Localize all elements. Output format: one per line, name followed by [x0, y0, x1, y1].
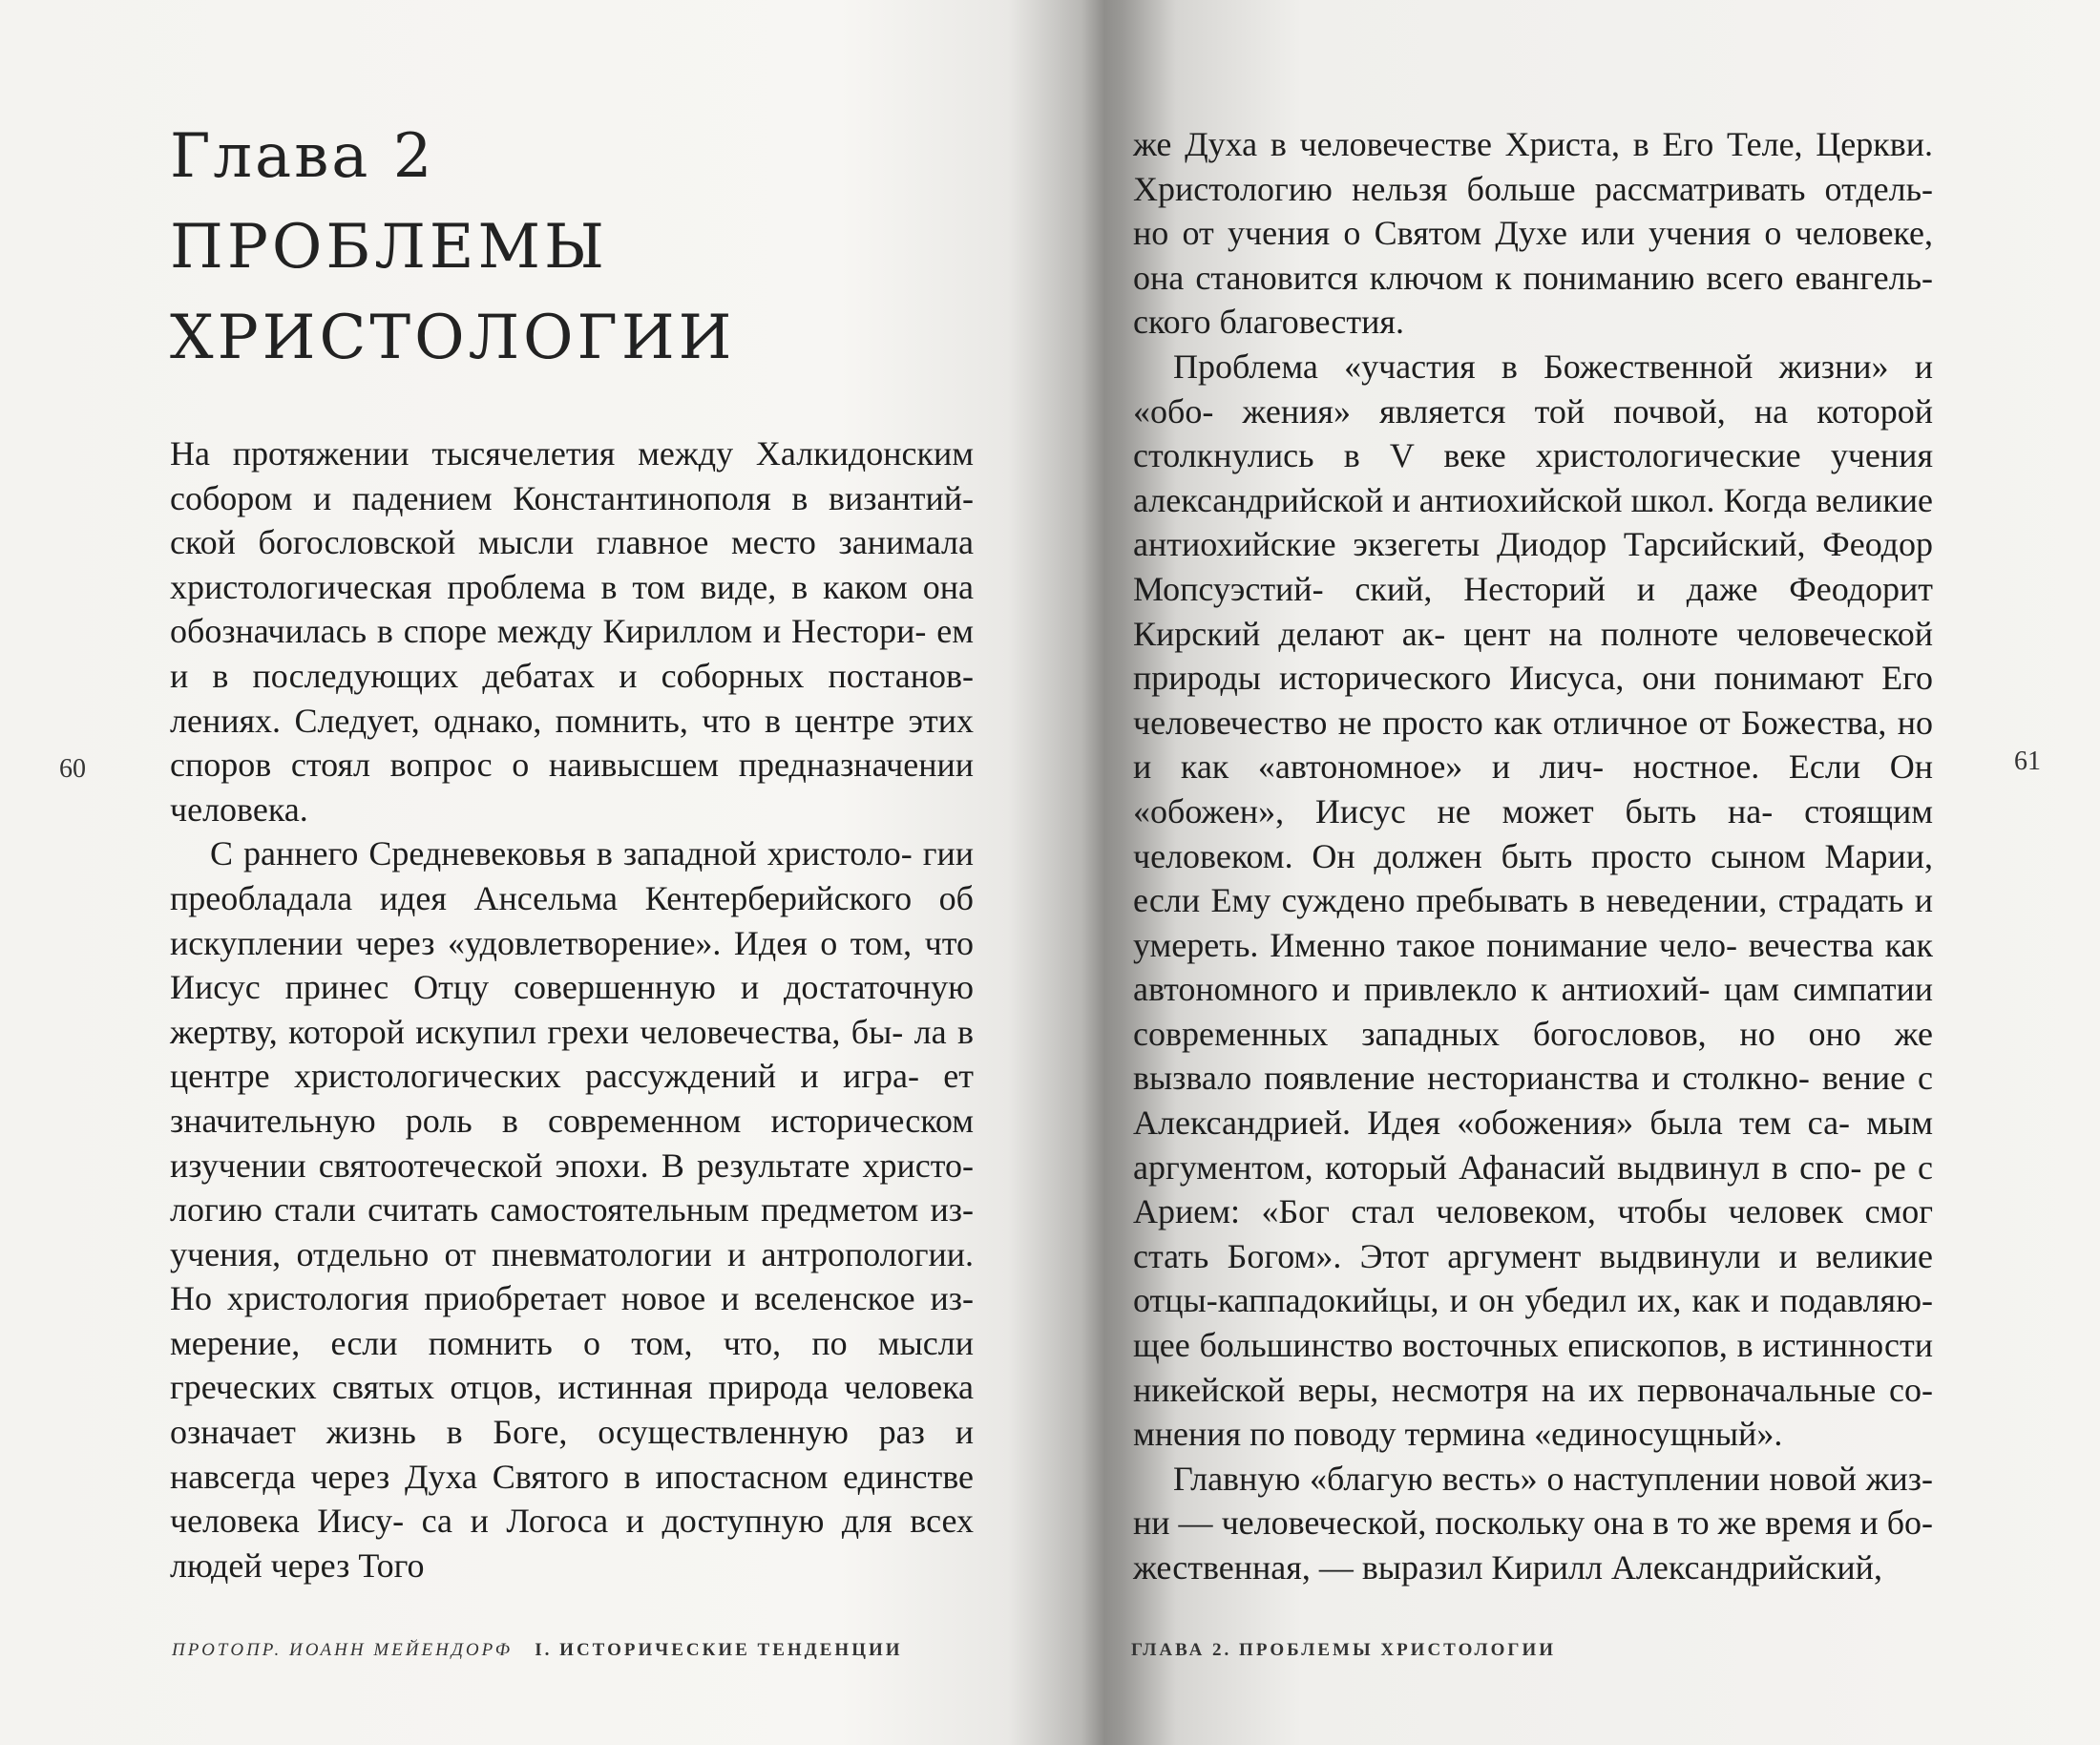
text-line: ем и в последующих дебатах и соборных постанов- [170, 612, 975, 695]
text-line: стать Богом». Этот аргумент выдвинули и великие [1133, 1236, 1933, 1275]
text-line: ностное. Если Он «обожен», Иисус не может быть на- [1133, 747, 1934, 830]
chapter-title [170, 202, 735, 384]
text-line: С раннего Средневековья в западной христоло- [210, 834, 913, 873]
text-line: экзегеты Диодор Тарсийский, Феодор Мопсуэстий- [1133, 525, 1933, 608]
text-line: вение с Александрией. Идея «обожения» была тем са- [1133, 1059, 1933, 1143]
text-line: изучении святоотеческой эпохи. В результате христо- [170, 1146, 974, 1185]
text-line: стоящим человеком. Он должен быть просто сыном [1133, 791, 1934, 875]
text-line: жественная, — выразил Кирилл Александрийский, [1133, 1548, 1882, 1587]
text-line: логию стали считать самостоятельным предметом из- [170, 1190, 974, 1230]
text-line: ет значительную роль в современном историческом [170, 1057, 975, 1140]
running-title: ГЛАВА 2. ПРОБЛЕМЫ ХРИСТОЛОГИИ [1131, 1640, 1557, 1660]
text-line: мнения по поводу термина «единосущный». [1133, 1415, 1783, 1454]
left-page [0, 0, 1040, 1745]
text-line: Марии, если Ему суждено пребывать в неведении, [1133, 836, 1933, 920]
text-line: христологическая проблема в том виде, в каком она [170, 567, 974, 606]
text-line: отличное от Божества, но и как «автономное» и лич- [1133, 703, 1933, 787]
chapter-heading [170, 122, 735, 384]
text-line: са и Логоса и доступную для всех людей через Того [170, 1502, 974, 1585]
text-line: собором и падением Константинополя в византий- [170, 478, 974, 517]
text-line: ла в центре христологических рассуждений и игра- [170, 1012, 974, 1096]
page-number-right: 61 [2014, 746, 2041, 776]
text-line: никейской веры, несмотря на их первоначальные со- [1133, 1370, 1933, 1409]
chapter-title-line-1: ПРОБЛЕМЫ [170, 212, 608, 283]
text-line: ни — человеческой, поскольку она в то же время и бо- [1133, 1503, 1933, 1543]
chapter-number: Глава 2 [170, 121, 435, 192]
chapter-title-line-2: ХРИСТОЛОГИИ [170, 303, 736, 373]
running-section: I. ИСТОРИЧЕСКИЕ ТЕНДЕНЦИИ [535, 1640, 903, 1660]
right-body-text [1133, 122, 1933, 1590]
text-line: цент на полноте человеческой природы исторического [1133, 614, 1934, 698]
text-line: споров стоял вопрос о наивысшем предназначении [170, 746, 974, 785]
text-line: об искуплении через «удовлетворение». Идея о том, [170, 878, 974, 962]
text-line: Духа Святого в ипостасном единстве человека Иису- [170, 1457, 974, 1541]
text-line: Проблема «участия в Божественной жизни» и «обо- [1133, 347, 1933, 431]
text-line: но от учения о Святом Духе или учения о человеке, [1133, 214, 1933, 253]
text-line: Иисуса, они понимают Его человечество не просто как [1133, 659, 1933, 742]
text-line: она становится ключом к пониманию всего евангель- [1133, 258, 1933, 297]
running-footer-right [1131, 1640, 1556, 1661]
text-line: мерение, если помнить о том, что, по мысли греческих [170, 1323, 974, 1407]
text-line: цам симпатии современных западных богословов, но [1133, 970, 1933, 1053]
text-line: и антиохийской школ. Когда великие антиохийские [1133, 480, 1934, 564]
text-line: учения, отдельно от пневматологии и антропологии. [170, 1234, 974, 1273]
paragraph [1133, 122, 1933, 345]
text-line: ской богословской мысли главное место занимала [170, 523, 974, 562]
text-line: ре с Арием: «Бог стал человеком, чтобы человек смог [1133, 1147, 1933, 1231]
text-line: обозначилась в споре между Кириллом и Нестори- [170, 612, 927, 651]
paragraph [1133, 345, 1933, 1457]
text-line: Христологию нельзя больше рассматривать отдель- [1133, 169, 1933, 208]
text-line: Главную «благую весть» о наступлении новой жиз- [1173, 1459, 1933, 1498]
text-line: Но христология приобретает новое и вселенское из- [170, 1279, 974, 1318]
text-line: человека. [170, 789, 308, 829]
paragraph [170, 431, 974, 831]
text-line: же Духа в человечестве Христа, в Его Теле, Церкви. [1133, 125, 1933, 163]
text-line: вечества как автономного и привлекло к антиохий- [1133, 925, 1933, 1009]
running-footer-left [172, 1640, 903, 1661]
text-line: жертву, которой искупил грехи человечества, бы- [170, 1012, 904, 1051]
page-number-left: 60 [59, 754, 86, 784]
text-line: оно же вызвало появление несторианства и столкно- [1133, 1014, 1933, 1098]
text-line: жения» является той почвой, на которой столкнулись [1133, 391, 1933, 475]
text-line: лениях. Следует, однако, помнить, что в центре этих [170, 701, 974, 740]
text-line: отцы-каппадокийцы, и он убедил их, как и подавляю- [1133, 1281, 1933, 1320]
left-body-text [170, 431, 974, 1587]
text-line: щее большинство восточных епископов, в истинности [1133, 1326, 1933, 1365]
right-page [1069, 0, 2100, 1745]
text-line: ский, Несторий и даже Феодорит Кирский делают ак- [1133, 569, 1933, 653]
paragraph [1133, 1457, 1933, 1590]
text-line: мым аргументом, который Афанасий выдвинул в спо- [1133, 1104, 1934, 1187]
text-line: что Иисус принес Отцу совершенную и достаточную [170, 923, 974, 1007]
text-line: гии преобладала идея Ансельма Кентерберийского [170, 834, 974, 917]
text-line: святых отцов, истинная природа человека означает [170, 1368, 974, 1452]
text-line: На протяжении тысячелетия между Халкидонским [170, 434, 974, 473]
text-line: в V веке христологические учения александрийской [1133, 436, 1934, 519]
paragraph [170, 831, 974, 1587]
text-line: жизнь в Боге, осуществленную раз и навсегда через [170, 1413, 975, 1496]
text-line: страдать и умереть. Именно такое понимание чело- [1133, 881, 1933, 964]
running-author: ПРОТОПР. ИОАНН МЕЙЕНДОРФ [172, 1640, 514, 1660]
text-line: ского благовестия. [1133, 303, 1404, 342]
